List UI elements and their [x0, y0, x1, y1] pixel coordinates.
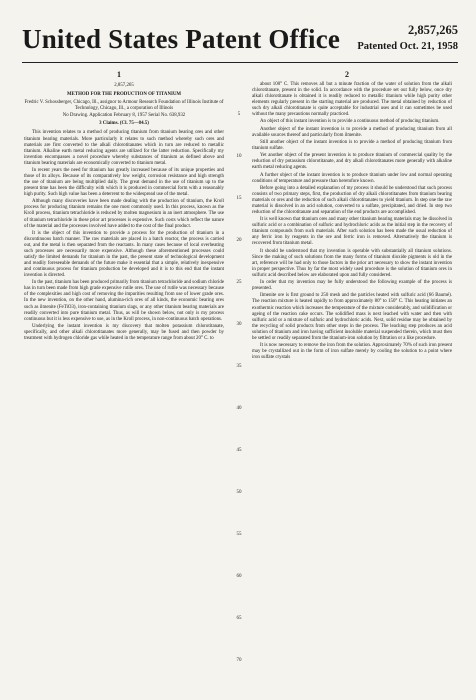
- body-paragraph: Underlying the instant invention is my discovery that molten potassium chlorotitanate, specifically, and other alkali chlorotitanates more generally, may be fused and then powder by treatment with hydrogen chloride gas while heated in the temperature range from about 20° C. to: [24, 323, 224, 341]
- inventor-info: Fredric V. Schossberger, Chicago, Ill., assignor to Armour Research Foundation of Illinois Institute of Technology, Chicago, Ill., a corporation of Illinois: [24, 100, 224, 112]
- line-number: 35: [236, 364, 242, 369]
- body-paragraph: Before going into a detailed explanation of my process it should be understood that such process consists of two primary steps, first, the production of dry alkali chlorotitanates from titanium bearing materials or ores and the reduction of such alkali chlorotitanates to yield titanium. In step one the raw material is dissolved in an acid solution, converted to a sulfate, precipitated, and dried. In step two reduction of the chlorotitanate and separation of the end products are accomplished.: [252, 185, 452, 216]
- body-paragraph: This invention relates to a method of producing titanium from titanium bearing ores and other titanium bearing materials. More particularly it relates to such method whereby such ores and materials are first converted to the alkali chlorotitanates which in turn are reduced to metallic titanium. Alkaline earth metal reducing agents are utilized for the latter reduction. Specifically my invention encompasses a novel procedure whereby substances of titanium as defined above and titanium bearing materials are economically converted to titanium metal.: [24, 130, 224, 166]
- application-info: No Drawing. Application February 8, 1957 Serial No. 638,932: [62, 113, 186, 119]
- header-rule: [22, 62, 458, 63]
- body-paragraph: A further object of the instant invention is to produce titanium under low and normal operating conditions of temperature and pressure than heretofore known.: [252, 172, 452, 184]
- patent-header: [22, 20, 458, 64]
- column-number-left: 1: [117, 70, 121, 79]
- patented-date: Patented Oct. 21, 1958: [357, 41, 458, 52]
- line-number: 55: [236, 532, 242, 537]
- office-title: United States Patent Office: [22, 24, 341, 54]
- line-number: 40: [236, 406, 242, 411]
- body-paragraph: It is the object of this invention to provide a process for the production of titanium in a discontinuous batch manner. The raw materials are placed in a batch reactor, the process is carried out, and the metal is then separated from the reactants. In many cases because of local overheating such processes are necessarily more expensive. Although these aforementioned processes could satisfy the limited demands for titanium in the past, the present state of technological development and readily foreseeable demands of the future make it essential that a simple, relatively inexpensive and continuous process for titanium production be developed and it is to this end that the instant invention is directed.: [24, 230, 224, 279]
- line-number: 15: [236, 196, 242, 201]
- body-paragraph: Yet another object of the present invention is to produce titanium of commercial quality by the reduction of dry potassium chlorotitanate, and dry alkali chlorotitanates more generally with alkaline earth metal reducing agents.: [252, 153, 452, 171]
- left-column: [24, 82, 224, 343]
- body-paragraph: It is now necessary to remove the iron from the solution. Approximately 70% of such iron present may be crystallized out in the form of iron sulfate merely by cooling the solution to a point where iron sulfate crystals: [252, 342, 452, 361]
- header-patent-number: 2,857,265: [408, 23, 458, 37]
- body-paragraph: Still another object of the instant invention is to provide a method of producing titanium from titanium sulfate.: [252, 139, 452, 152]
- body-paragraph: Ilmenite ore is first ground to 250 mesh and the particles heated with sulfuric acid (66 Baumé). The reaction mixture is heated rapidly to from approximately 80° to 150° C. This heating initiates an exothermic reaction which increases the temperature of the mixture considerably, and solidification or ageing of the reaction cake occurs. The solidified mass is next leached with water and then with sulfuric acid or a mixture of sulfuric and hydrochloric acids. Next, solid residue may be obtained by the recycling of solid products from other steps in the process. The leaching step produces an acid solution of titanium and iron having sufficient insoluble material suspended therein, which must then be settled or readily separated from the titanium-iron solution by filtration or a like procedure.: [252, 293, 452, 341]
- body-paragraph: In order that my invention may be fully understood the following example of the process is presented.: [252, 280, 452, 292]
- patent-number-repeat: 2,857,265: [114, 83, 134, 88]
- line-number: 50: [236, 490, 242, 495]
- line-number: 45: [236, 448, 242, 453]
- line-number: 70: [236, 658, 242, 663]
- line-number: 20: [236, 238, 242, 243]
- body-paragraph: Although many discoveries have been made dealing with the production of titanium, the Kroll process for producing titanium remains the one most commonly used. In this process, known as the Kroll process, titanium tetrachloride is reduced by molten magnesium in an inert atmosphere. The use of titanium tetrachloride in these prior art processes is expensive. Such costs which reflect the nature of the material and the processes involved have added to the cost of the final product.: [24, 199, 224, 229]
- body-paragraph: It should be understood that my invention is operable with substantially all titanium solutions. Since the making of such solutions from the many forms of titanium dioxide pigments is old in the art, reference will be had only to those factors in the prior art necessary to show the instant invention in proper perspective. Thus by far the most widely used procedure is the solution of titanium ores in sulfuric acid described below are elaborated upon and fully considered.: [252, 248, 452, 278]
- body-paragraph: Another object of the instant invention is to provide a method of producing titanium from all available sources thereof and particularly from ilmenite.: [252, 126, 452, 138]
- body-paragraph: In the past, titanium has been produced primarily from titanium tetrachloride and sodium chloride has in turn been made from high grade expensive rutile ores. The use of rutile was necessary because of the complexities and high cost of removing the impurities resulting from use of lower grade ores. In the new invention, on the other hand, alumina-rich ores of all kinds, the economic bearing ores such as ilmenite (FeTiO3), iron-containing titanium slags, or any other titanium bearing materials are readily converted into pure titanium metal. Thus, as will be shown below, not only is my process continuous but it is less expensive to use, as in the Kroll process, in non-continuous batch operations.: [24, 280, 224, 322]
- line-number: 30: [236, 322, 242, 327]
- line-number: 5: [237, 112, 241, 117]
- column-number-right: 2: [345, 70, 349, 79]
- body-paragraph: It is well known that titanium ores and many other titanium bearing materials may be dissolved in sulfuric acid or a combination of sulfuric and hydrochloric acids as the initial step in the recovery of titanium compounds from such materials. After such solution has been made the usual reduction of any ferric iron by reagents in the ore and ferric iron is removed. Alternatively the titanium is recovered from titanium metal.: [252, 217, 452, 247]
- body-paragraph: In recent years the need for titanium has greatly increased because of its unique properties and those of its alloys. Because of its comparatively low weight, corrosion resistance and high strength the use of titanium are being multiplied daily. The great demand in the use of titanium up to the present time has been the difficulty with which it is produced in commercial form with a reasonably high purity. Such high value has been a deterrent to the widespread use of the metal.: [24, 167, 224, 198]
- right-column: [252, 82, 452, 362]
- line-number: 10: [236, 154, 242, 159]
- body-paragraph: about 100° C. This removes all but a minute fraction of the water of solution from the alkali chlorotitanate, present in the solid. In accordance with the procedure set out fully below, once dry alkali chlorotitanate is obtained it is readily reduced to metallic titanium while high purity other elements regularly present in the starting material are produced. The metal obtained by reduction of such dry alkali chlorotitanate is quite acceptable for industrial uses and it can sometimes be used without the many precautions normally practiced.: [252, 82, 452, 118]
- body-paragraph: An object of this instant invention is to provide a continuous method of producing titanium.: [260, 119, 440, 125]
- line-number: 65: [236, 616, 242, 621]
- line-number: 25: [236, 280, 242, 285]
- line-number: 60: [236, 574, 242, 579]
- claims-info: 3 Claims. (Cl. 75—84.5): [99, 121, 149, 127]
- patent-title: METHOD FOR THE PRODUCTION OF TITANIUM: [66, 92, 182, 98]
